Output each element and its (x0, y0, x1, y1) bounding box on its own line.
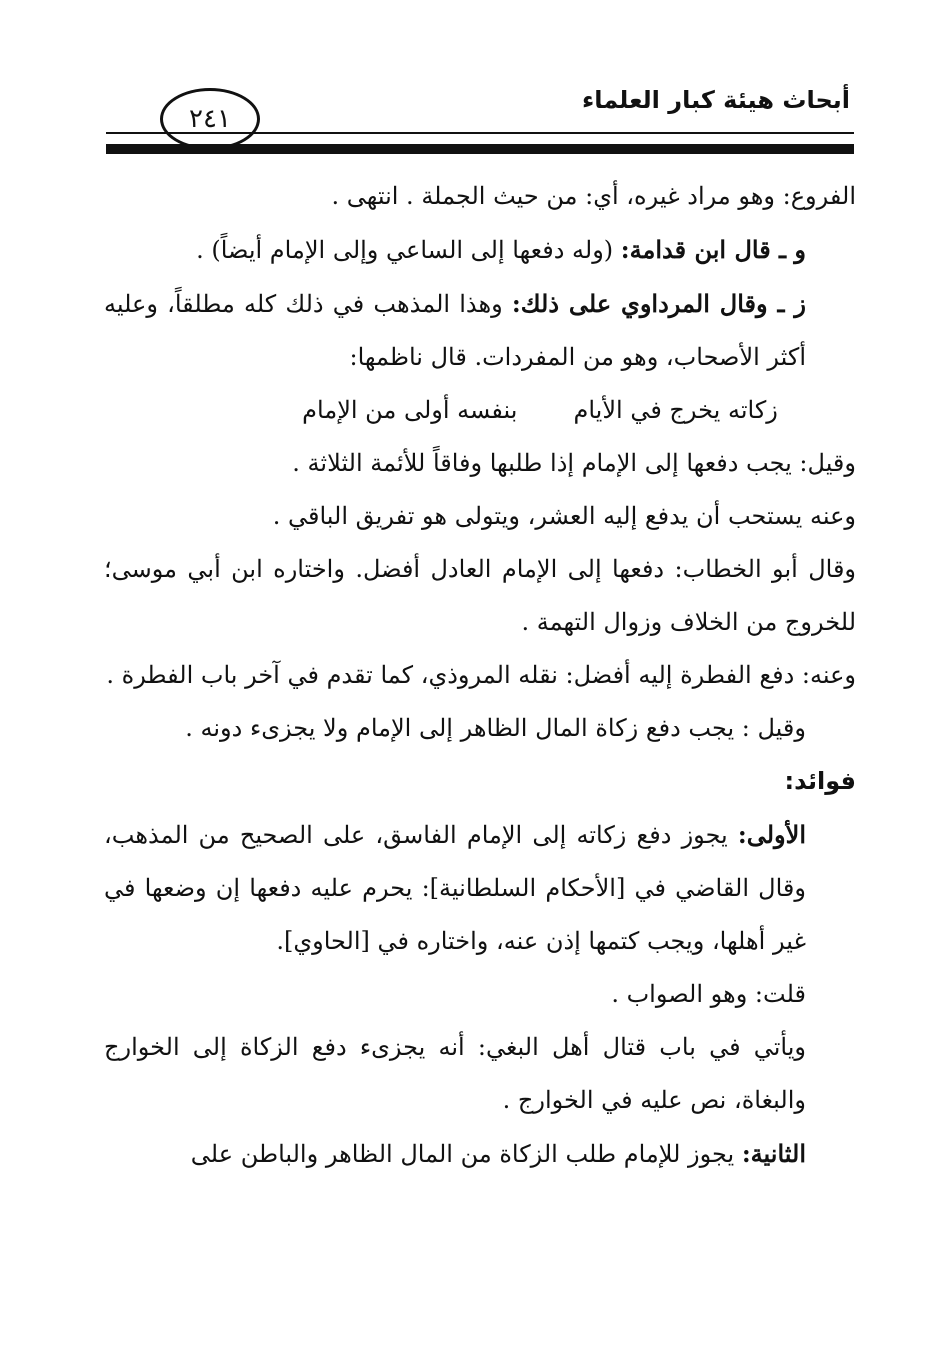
paragraph: وقال أبو الخطاب: دفعها إلى الإمام العادل أفضل. واختاره ابن أبي موسى؛ للخروج من الخلاف وزوال التهمة . (104, 555, 857, 636)
paragraph-text: يجوز دفع زكاته إلى الإمام الفاسق، على الصحيح من المذهب، وقال القاضي في [الأحكام السلطانية]: يحرم عليه دفعها إن وضعها في غير أهلها، ويجب كتمها إذن عنه، واختاره في [الحاوي]. (104, 821, 806, 955)
verse-first-hemistich: زكاته يخرج في الأيام (573, 396, 778, 424)
paragraph: ويأتي في باب قتال أهل البغي: أنه يجزىء دفع الزكاة إلى الخوارج والبغاة، نص عليه في الخوارج . (104, 1033, 807, 1114)
paragraph (104, 808, 856, 968)
paragraph-lead: ز ـ وقال المرداوي على ذلك: (511, 289, 806, 318)
paragraph: وعنه: دفع الفطرة إليه أفضل: نقله المروذي، كما تقدم في آخر باب الفطرة . (106, 661, 856, 689)
running-header-title: أبحاث هيئة كبار العلماء (581, 86, 850, 114)
paragraph (104, 223, 856, 277)
paragraph (104, 1127, 856, 1181)
paragraph (104, 277, 856, 384)
paragraph-text: يجوز للإمام طلب الزكاة من المال الظاهر والباطن على (190, 1140, 742, 1168)
poem-verse (104, 384, 856, 437)
paragraph: وقيل : يجب دفع زكاة المال الظاهر إلى الإمام ولا يجزىء دونه . (185, 714, 806, 742)
verse-second-hemistich: بنفسه أولى من الإمام (302, 396, 518, 424)
paragraph: الفروع: وهو مراد غيره، أي: من حيث الجملة . انتهى . (331, 182, 856, 210)
paragraph-lead: الثانية: (741, 1139, 806, 1168)
header-thick-rule (106, 144, 854, 154)
paragraph: قلت: وهو الصواب . (611, 980, 806, 1008)
paragraph: وعنه يستحب أن يدفع إليه العشر، ويتولى هو تفريق الباقي . (272, 502, 856, 530)
paragraph: وقيل: يجب دفعها إلى الإمام إذا طلبها وفاقاً للأئمة الثلاثة . (292, 449, 856, 477)
paragraph-lead: الأولى: (737, 820, 806, 849)
paragraph-lead: و ـ قال ابن قدامة: (620, 235, 806, 264)
header-thin-rule (106, 132, 854, 134)
body-text (104, 170, 856, 1181)
paragraph-text: وهذا المذهب في ذلك كله مطلقاً، وعليه أكثر الأصحاب، وهو من المفردات. قال ناظمها: (104, 290, 806, 371)
section-heading: فوائد: (784, 767, 856, 795)
page-number-badge: ٢٤١ (160, 88, 260, 150)
paragraph-text: (وله دفعها إلى الساعي وإلى الإمام أيضاً) . (196, 236, 621, 264)
